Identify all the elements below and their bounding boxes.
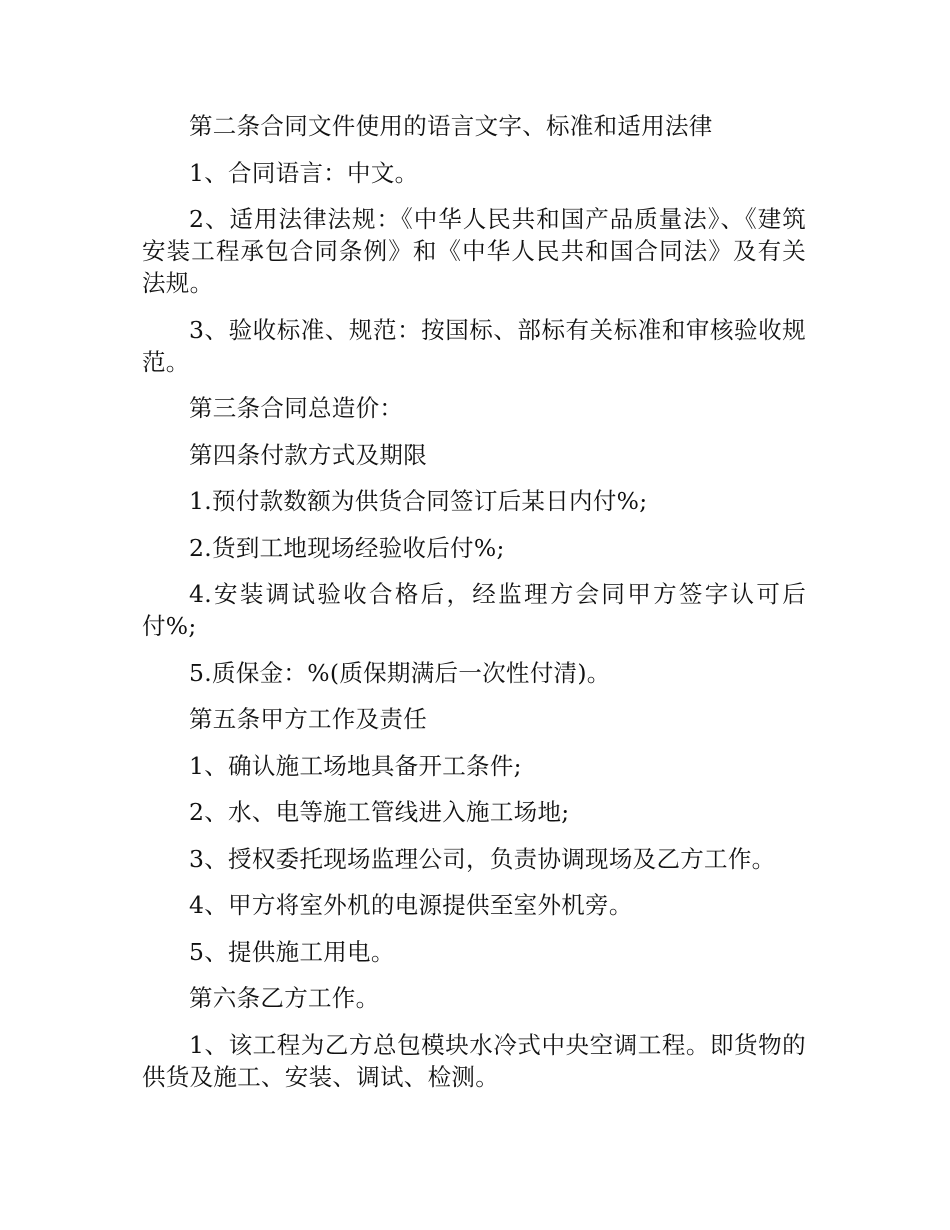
party-a-item-3: 3、授权委托现场监理公司，负责协调现场及乙方工作。 [189,844,776,873]
article-3-heading: 第三条合同总造价： [189,394,404,422]
article-2-heading: 第二条合同文件使用的语言文字、标准和适用法律 [189,112,713,140]
party-a-item-4: 4、甲方将室外机的电源提供至室外机旁。 [189,891,633,919]
payment-item-4: 4.安装调试验收合格后，经监理方会同甲方签字认可后付%; [142,580,806,640]
acceptance-standards: 3、验收标准、规范：按国标、部标有关标准和审核验收规范。 [142,315,806,376]
party-a-item-5: 5、提供施工用电。 [189,937,395,966]
payment-item-1: 1.预付款数额为供货合同签订后某日内付%; [189,487,648,515]
article-6-heading: 第六条乙方工作。 [189,984,380,1012]
contract-language: 1、合同语言：中文。 [189,158,419,187]
document-page [142,110,806,1107]
party-b-item-1: 1、该工程为乙方总包模块水冷式中央空调工程。即货物的供货及施工、安装、调试、检测。 [142,1030,806,1091]
party-a-item-2: 2、水、电等施工管线进入施工场地; [189,798,570,826]
article-4-heading: 第四条付款方式及期限 [189,440,427,469]
party-a-item-1: 1、确认施工场地具备开工条件; [189,751,522,780]
payment-item-2: 2.货到工地现场经验收后付%; [189,533,505,562]
article-5-heading: 第五条甲方工作及责任 [189,705,427,733]
payment-item-5: 5.质保金：%(质保期满后一次性付清)。 [189,658,611,687]
applicable-laws: 2、适用法律法规：《中华人民共和国产品质量法》、《建筑安装工程承包合同条例》和《中华人民共和国合同法》及有关法规。 [142,205,806,297]
